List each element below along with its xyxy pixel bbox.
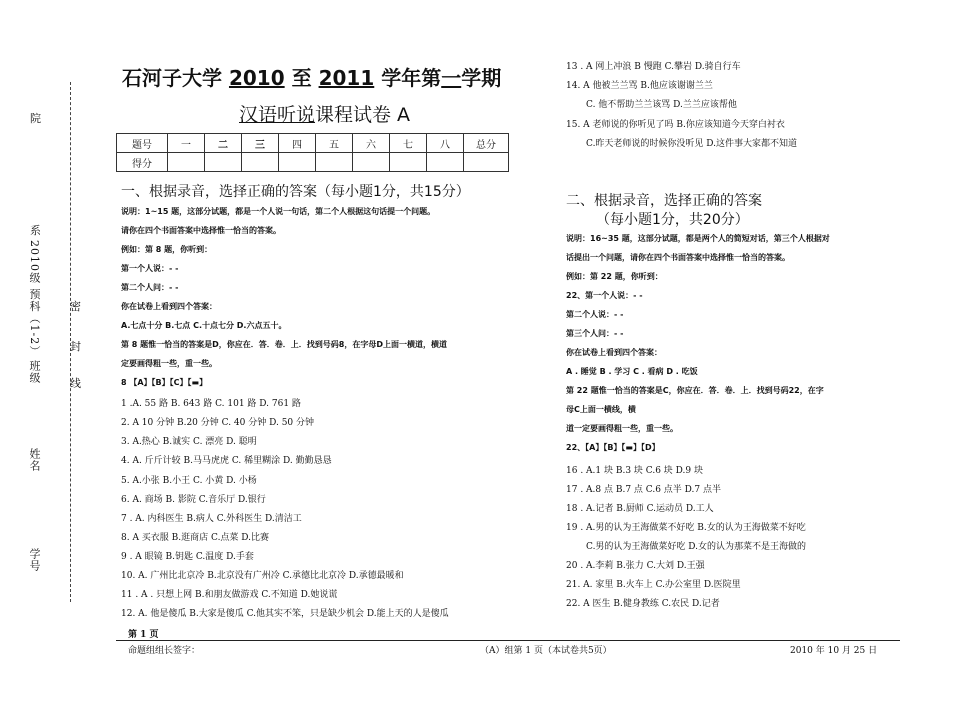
title-to: 至 [284, 66, 319, 90]
seal-char-mi: 密 [70, 300, 81, 313]
sec2-example-answer: 22、【A】【B】【▬】【D】 [566, 443, 660, 452]
score-head-cell: 四 [279, 134, 316, 153]
sec2-example: 第二个人说：- - [566, 310, 624, 319]
sec1-example: 例如：第 8 题，你听到： [121, 245, 213, 254]
score-head-cell: 二 [205, 134, 242, 153]
question-item: 14. A 他被兰兰骂 B.他应该谢谢兰兰 [566, 81, 713, 91]
seal-char-feng: 封 [70, 340, 81, 353]
sec2-example: 你在试卷上看到四个答案： [566, 348, 662, 357]
score-head-cell: 题号 [117, 134, 168, 153]
section2-title: 二、根据录音，选择正确的答案 [566, 193, 762, 209]
question-item: 11 . A . 只想上网 B.和朋友做游戏 C.不知道 D.她说谎 [121, 590, 338, 600]
section1-title: 一、根据录音，选择正确的答案（每小题1分，共15分） [121, 184, 470, 200]
question-item: 16 . A.1 块 B.3 块 C.6 块 D.9 块 [566, 466, 703, 476]
question-item: 17 . A.8 点 B.7 点 C.6 点半 D.7 点半 [566, 485, 721, 495]
question-item: C.男的认为王海做菜好吃 D.女的认为那菜不是王海做的 [586, 542, 807, 552]
question-item: 15. A 老师说的你听见了吗 B.你应该知道今天穿白衬衣 [566, 120, 785, 130]
score-head-cell: 三 [242, 134, 279, 153]
question-item: 5. A.小张 B.小王 C. 小黄 D. 小杨 [121, 476, 257, 486]
question-item: 9 . A 眼镜 B.钥匙 C.温度 D.手套 [121, 552, 254, 562]
course-paper: 课程试卷 A [315, 104, 411, 126]
course-title [239, 100, 410, 127]
question-item: 19 . A.男的认为王海做菜不好吃 B.女的认为王海做菜不好吃 [566, 523, 806, 533]
sec1-example-answer: 8 【A】【B】【C】【▬】 [121, 378, 208, 387]
sec1-example: 定要画得粗一些，重一些。 [121, 359, 217, 368]
sec2-example: A . 睡觉 B . 学习 C . 看病 D . 吃饭 [566, 367, 698, 376]
question-item: 20 . A.李莉 B.张力 C.大刘 D.王强 [566, 561, 705, 571]
question-item: 7 . A. 内科医生 B.病人 C.外科医生 D.清洁工 [121, 514, 302, 524]
exam-date: 2010 年 10 月 25 日 [790, 646, 878, 656]
score-value-row [117, 153, 509, 172]
score-header-row [117, 134, 509, 153]
signer-label: 命题组组长签字： [128, 646, 201, 656]
exam-title [122, 62, 501, 91]
score-head-cell: 五 [316, 134, 353, 153]
student-id-label: 学号 [28, 548, 41, 572]
score-head-cell: 六 [353, 134, 390, 153]
score-head-cell: 一 [168, 134, 205, 153]
question-item: 8. A 买衣服 B.逛商店 C.点菜 D.比赛 [121, 533, 270, 543]
title-semester-num: 一 [441, 66, 462, 90]
question-item: 10. A. 广州比北京冷 B.北京没有广州冷 C.承德比北京冷 D.承德最暖和 [121, 571, 404, 581]
score-head-cell: 总分 [464, 134, 509, 153]
question-item: 1 .A. 55 路 B. 643 路 C. 101 路 D. 761 路 [121, 399, 301, 409]
question-item: C. 他不帮助兰兰该骂 D.兰兰应该帮他 [586, 100, 737, 110]
sec2-example: 第三个人问：- - [566, 329, 624, 338]
sec2-example: 母C上面一横线，横 [566, 405, 636, 414]
title-year-end: 2011 [318, 66, 375, 90]
score-head-cell: 八 [427, 134, 464, 153]
sec1-instruction: 说明：1~15 题，这部分试题，都是一个人说一句话，第二个人根据这句话提一个问题。 [121, 207, 436, 216]
question-item: 22. A 医生 B.健身教练 C.农民 D.记者 [566, 599, 720, 609]
sec2-instruction: 说明：16~35 题，这部分试题，都是两个人的简短对话，第三个人根据对 [566, 234, 830, 243]
title-university: 石河子大学 [122, 66, 229, 90]
sec1-example: 你在试卷上看到四个答案： [121, 302, 217, 311]
department-label: 系 [30, 224, 41, 237]
title-semester: 学期 [461, 66, 502, 90]
question-item: 18 . A.记者 B.厨师 C.运动员 D.工人 [566, 504, 714, 514]
sec1-instruction: 请你在四个书面答案中选择惟一恰当的答案。 [121, 226, 281, 235]
footer-rule [116, 640, 900, 641]
sec2-example: 道一定要画得粗一些，重一些。 [566, 424, 678, 433]
question-item: 21. A. 家里 B.火车上 C.办公室里 D.医院里 [566, 580, 741, 590]
sec2-example: 例如：第 22 题，你听到： [566, 272, 663, 281]
score-head-cell: 七 [390, 134, 427, 153]
page-number: 第 1 页 [128, 630, 159, 640]
score-row-label: 得分 [117, 153, 168, 172]
grade-class-label: 2010级 预科（1-2） [28, 240, 41, 358]
sec2-example: 22、第一个人说：- - [566, 291, 643, 300]
section2-subtitle: （每小题1分，共20分） [596, 212, 749, 228]
question-item: 6. A. 商场 B. 影院 C.音乐厅 D.银行 [121, 495, 266, 505]
question-item: 13 . A 网上冲浪 B 慢跑 C.攀岩 D.骑自行车 [566, 62, 741, 72]
title-year-start: 2010 [228, 66, 285, 90]
question-item: 4. A. 斤斤计较 B.马马虎虎 C. 稀里糊涂 D. 勤勤恳恳 [121, 456, 332, 466]
question-item: 2. A 10 分钟 B.20 分钟 C. 40 分钟 D. 50 分钟 [121, 418, 315, 428]
group-page-info: （A）组第 1 页（本试卷共5页） [480, 646, 612, 656]
score-table [116, 133, 509, 172]
question-item: 12. A. 他是傻瓜 B.大家是傻瓜 C.他其实不笨，只是缺少机会 D.能上天的人是傻瓜 [121, 609, 449, 619]
sec1-example: 第 8 题惟一恰当的答案是D，你应在．答．卷．上．找到号码8，在字母D上面一横道，横道 [121, 340, 447, 349]
seal-char-xian: 线 [70, 377, 81, 390]
college-label: 院 [30, 112, 41, 125]
course-name: 汉语听说 [239, 104, 316, 126]
question-item: 3. A.热心 B.诚实 C. 漂亮 D. 聪明 [121, 437, 257, 447]
question-item: C.昨天老师说的时候你没听见 D.这件事大家都不知道 [586, 139, 798, 149]
sec2-instruction: 话提出一个问题，请你在四个书面答案中选择惟一恰当的答案。 [566, 253, 790, 262]
sec1-example: 第二个人问：- - [121, 283, 179, 292]
name-label: 姓名 [28, 448, 41, 472]
sec2-example: 第 22 题惟一恰当的答案是C，你应在．答．卷．上．找到号码22，在字 [566, 386, 824, 395]
class-label: 班级 [28, 360, 41, 384]
sec1-example: A.七点十分 B.七点 C.十点七分 D.六点五十。 [121, 321, 287, 330]
sec1-example: 第一个人说：- - [121, 264, 179, 273]
title-semester-pre: 学年第 [374, 66, 442, 90]
